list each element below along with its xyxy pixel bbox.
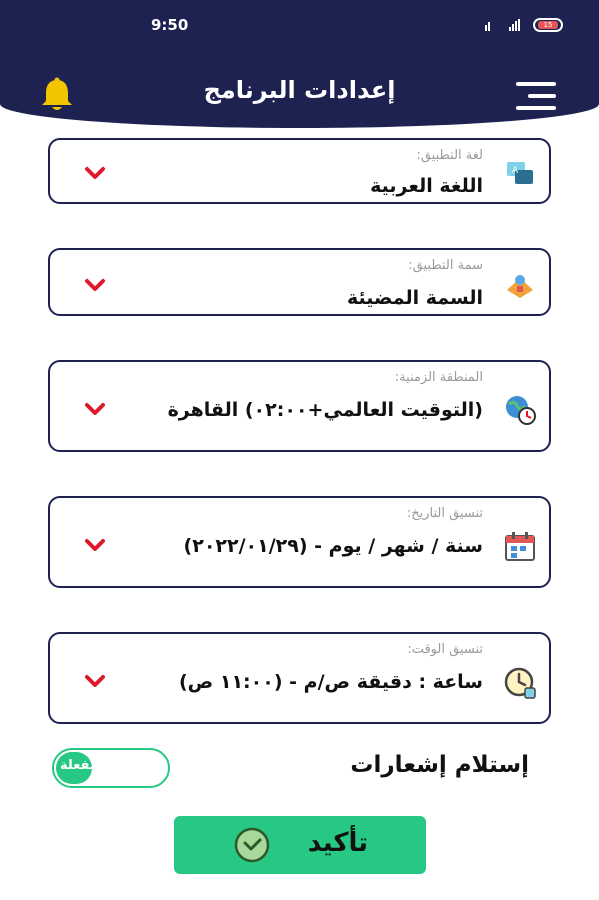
bell-icon[interactable] (38, 76, 76, 114)
notifications-toggle[interactable] (52, 748, 170, 788)
language-icon (503, 156, 537, 190)
check-circle-icon (234, 827, 270, 863)
signal-icon (509, 19, 523, 31)
chevron-down-icon (84, 538, 106, 552)
status-icons (485, 18, 563, 32)
hamburger-menu-icon[interactable] (516, 82, 556, 110)
date-format-label: تنسيق التاريخ: (406, 506, 483, 521)
chevron-down-icon (84, 166, 106, 180)
language-label: لغة التطبيق: (416, 148, 483, 163)
timezone-label: المنطقة الزمنية: (394, 370, 483, 385)
status-bar (0, 0, 599, 50)
theme-icon (503, 268, 537, 302)
language-setting[interactable] (48, 138, 551, 204)
notifications-label: إستلام إشعارات (350, 752, 529, 778)
language-value: اللغة العربية (370, 175, 483, 197)
confirm-label: تأكيد (307, 828, 368, 858)
chevron-down-icon (84, 278, 106, 292)
theme-label: سمة التطبيق: (408, 258, 483, 273)
calendar-icon (503, 530, 537, 564)
time-format-label: تنسيق الوقت: (407, 642, 483, 657)
date-format-value: سنة / شهر / يوم - (٢٠٢٢/٠١/٢٩) (183, 535, 483, 557)
time-format-setting[interactable] (48, 632, 551, 724)
theme-setting[interactable] (48, 248, 551, 316)
date-format-setting[interactable] (48, 496, 551, 588)
clock-icon (503, 666, 537, 700)
chevron-down-icon (84, 402, 106, 416)
battery-level: 15 (538, 21, 558, 29)
toggle-state-text: مفعلة (60, 758, 98, 773)
globe-clock-icon (503, 392, 537, 426)
chevron-down-icon (84, 674, 106, 688)
alarm-icon (485, 19, 499, 31)
battery-icon (533, 18, 563, 32)
timezone-value: (التوقيت العالمي+٠٢:٠٠) القاهرة (167, 399, 483, 421)
page-title: إعدادات البرنامج (203, 76, 396, 104)
svg-text:A: A (512, 166, 519, 176)
theme-value: السمة المضيئة (347, 287, 483, 309)
status-time: 9:50 (151, 16, 189, 34)
timezone-setting[interactable] (48, 360, 551, 452)
app-header (0, 0, 599, 128)
time-format-value: ساعة : دقيقة ص/م - (١١:٠٠ ص) (179, 671, 483, 693)
confirm-button[interactable] (174, 816, 426, 874)
